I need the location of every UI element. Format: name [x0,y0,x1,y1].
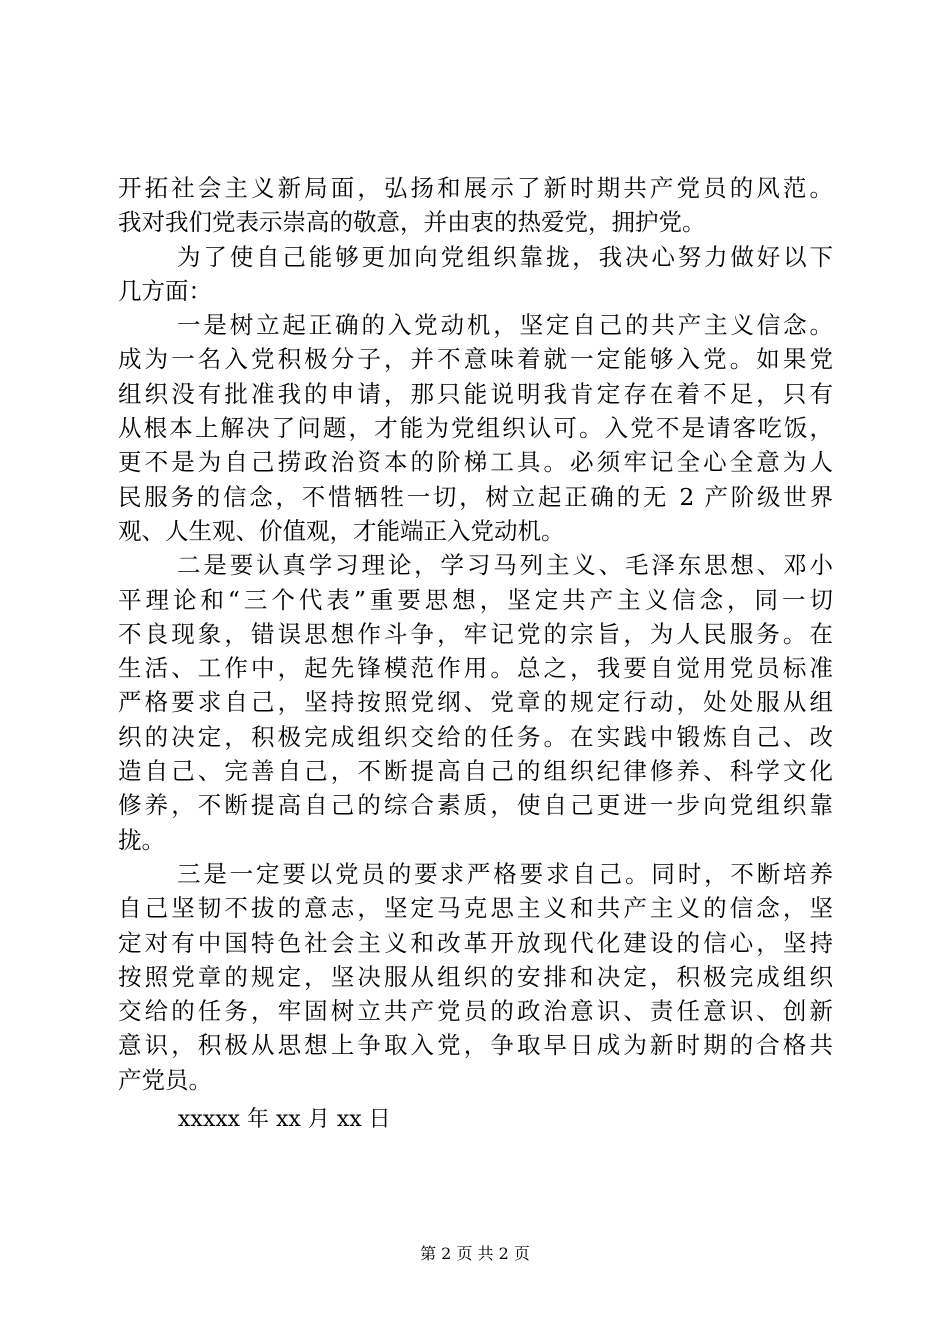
text-line: 意识，积极从思想上争取入党，争取早日成为新时期的合格共 [118,1031,833,1060]
text-line: 二是要认真学习理论，学习马列主义、毛泽东思想、邓小 [177,551,833,580]
text-line: 严格要求自己，坚持按照党纲、党章的规定行动，处处服从组 [118,688,833,717]
text-line: 自己坚韧不拔的意志，坚定马克思主义和共产主义的信念，坚 [118,894,833,923]
text-line: 造自己、完善自己，不断提高自己的组织纪律修养、科学文化 [118,757,833,786]
text-line: 几方面： [118,276,212,305]
text-line: 成为一名入党积极分子，并不意味着就一定能够入党。如果党 [118,345,833,374]
text-line: 为了使自己能够更加向党组织靠拢，我决心努力做好以下 [177,242,833,271]
document-body [118,171,833,1137]
text-line: 组织没有批准我的申请，那只能说明我肯定存在着不足，只有 [118,379,833,408]
text-line: 平理论和“三个代表”重要思想，坚定共产主义信念，同一切 [118,585,833,614]
text-line: 民服务的信念，不惜牺牲一切，树立起正确的无 2 产阶级世界 [118,482,833,511]
text-line: 交给的任务，牢固树立共产党员的政治意识、责任意识、创新 [118,997,833,1026]
text-line: 修养，不断提高自己的综合素质，使自己更进一步向党组织靠 [118,791,833,820]
text-line: 更不是为自己捞政治资本的阶梯工具。必须牢记全心全意为人 [118,448,833,477]
text-line: 从根本上解决了问题，才能为党组织认可。入党不是请客吃饭， [118,414,833,443]
text-line: 一是树立起正确的入党动机，坚定自己的共产主义信念。 [177,311,833,340]
text-line: 观、人生观、价值观，才能端正入党动机。 [118,516,565,545]
page-footer: 第 2 页 共 2 页 [420,1244,530,1263]
text-line: 不良现象，错误思想作斗争，牢记党的宗旨，为人民服务。在 [118,619,833,648]
text-line: 织的决定，积极完成组织交给的任务。在实践中锻炼自己、改 [118,722,833,751]
signature-date: xxxxx 年 xx 月 xx 日 [178,1107,391,1133]
text-line: 我对我们党表示崇高的敬意，并由衷的热爱党，拥护党。 [118,208,706,237]
text-line: 拢。 [118,825,165,854]
text-line: 定对有中国特色社会主义和改革开放现代化建设的信心，坚持 [118,928,833,957]
text-line: 生活、工作中，起先锋模范作用。总之，我要自觉用党员标准 [118,654,833,683]
text-line: 产党员。 [118,1065,212,1094]
text-line: 三是一定要以党员的要求严格要求自己。同时，不断培养 [177,859,833,888]
text-line: 开拓社会主义新局面，弘扬和展示了新时期共产党员的风范。 [118,174,833,202]
text-line: 按照党章的规定，坚决服从组织的安排和决定，积极完成组织 [118,962,833,991]
